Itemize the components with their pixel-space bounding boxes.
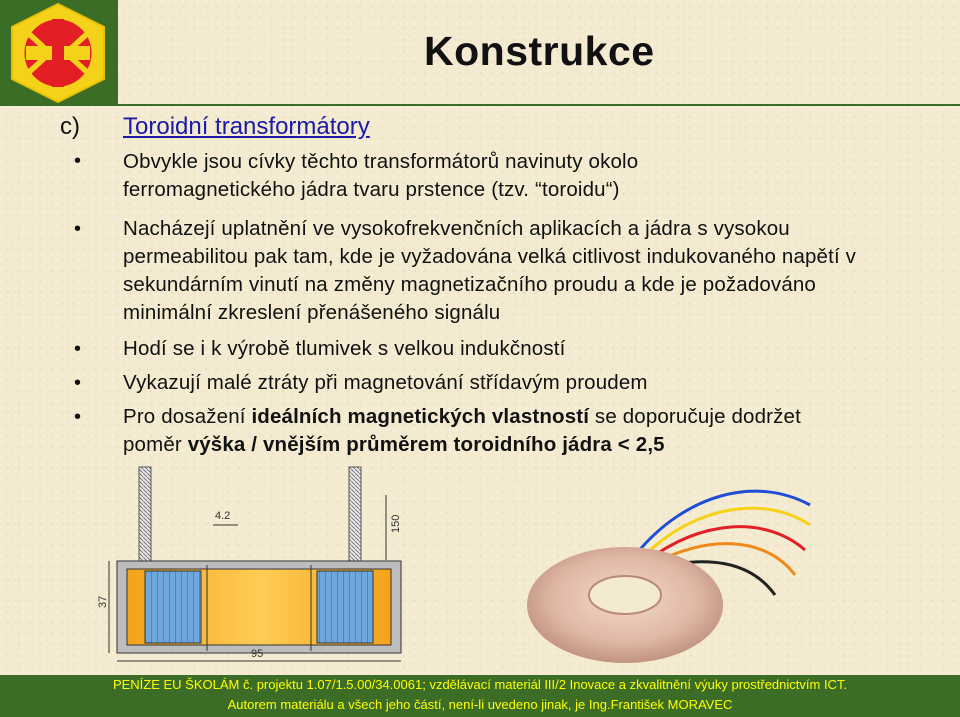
bullet-icon: • bbox=[74, 406, 82, 428]
page-title: Konstrukce bbox=[424, 28, 655, 74]
left-winding bbox=[145, 571, 201, 643]
bullet-text-2: Nacházejí uplatnění ve vysokofrekvenčních aplikacích a jádra s vysokou permeabilitou pak tam, kde je vyžadována velká citlivost indukovaného napětí v sekundárním vinutí na změny magnetizačního proudu a kde je požadováno minimální zkreslení přenášeného signálu bbox=[123, 217, 857, 324]
bullet-5-part-2: ideálních magnetických vlastností bbox=[251, 405, 590, 428]
bullet-text-4: Vykazují malé ztráty při magnetování střídavým proudem bbox=[123, 371, 648, 394]
bullet-icon: • bbox=[74, 218, 82, 240]
right-lead-wire bbox=[349, 467, 361, 561]
header-divider bbox=[118, 104, 960, 106]
section-title-link[interactable]: Toroidní transformátory bbox=[123, 113, 370, 140]
footer bbox=[0, 675, 960, 717]
dimension-label: 150 bbox=[390, 514, 402, 533]
school-logo-icon bbox=[2, 1, 114, 105]
toroid-cross-section-diagram bbox=[97, 465, 433, 675]
bullet-text-5 bbox=[123, 403, 833, 459]
bullet-5-part-1: Pro dosažení bbox=[123, 405, 252, 428]
left-lead-wire bbox=[139, 467, 151, 561]
slide-header bbox=[0, 0, 960, 106]
bullet-icon: • bbox=[74, 338, 82, 360]
dimension-label: 37 bbox=[97, 595, 109, 608]
section-number: c) bbox=[60, 113, 80, 140]
bullet-icon: • bbox=[74, 372, 82, 394]
dimension-label: 4.2 bbox=[215, 510, 231, 522]
footer-line-1: PENÍZE EU ŠKOLÁM č. projektu 1.07/1.5.00/34.0061; vzdělávací materiál III/2 Inovace a zkvalitnění výuky prostřednictvím ICT. bbox=[112, 677, 848, 692]
wire-yellow bbox=[643, 508, 810, 557]
dimension-label: 95 bbox=[251, 648, 264, 660]
bullet-text-1: Obvykle jsou cívky těchto transformátorů navinuty okolo ferromagnetického jádra tvaru prstence (tzv. “toroidu“) bbox=[123, 150, 639, 201]
toroid-hole bbox=[589, 576, 661, 614]
footer-line-2: Autorem materiálu a všech jeho částí, není-li uvedeno jinak, je Ing.František MORAVEC bbox=[227, 697, 733, 712]
bullet-icon: • bbox=[74, 150, 82, 172]
bullet-5-part-3: se doporučuje dodržet poměr bbox=[123, 405, 801, 456]
bullet-text-3: Hodí se i k výrobě tlumivek s velkou indukčností bbox=[123, 337, 566, 360]
right-winding bbox=[317, 571, 373, 643]
toroidal-transformer-photo bbox=[525, 465, 815, 670]
bullet-5-part-4: výška / vnějším průměrem toroidního jádra < 2,5 bbox=[187, 433, 665, 456]
